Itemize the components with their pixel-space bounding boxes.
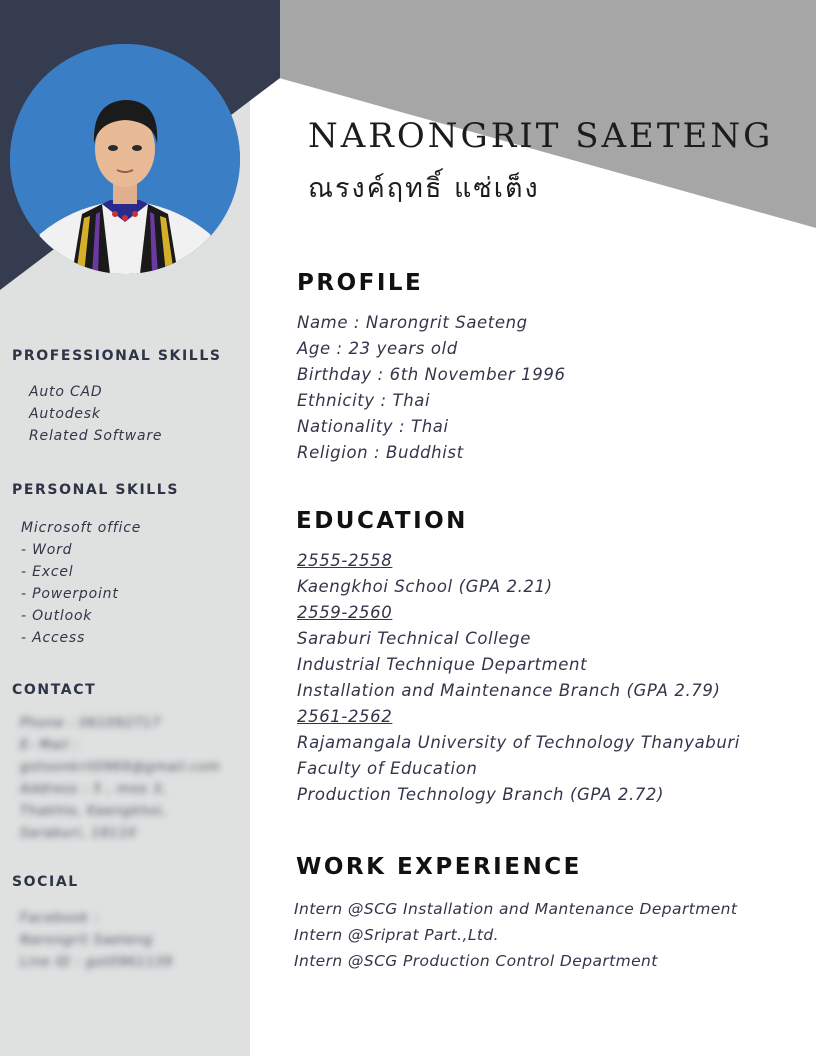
social-line: Narongrit Saeteng	[20, 933, 154, 948]
education-years: 2555-2558	[297, 551, 393, 570]
profile-photo	[10, 44, 240, 274]
profile-line: Ethnicity : Thai	[297, 391, 431, 410]
education-line: Saraburi Technical College	[297, 629, 531, 648]
list-item: - Access	[21, 630, 86, 646]
education-line: Kaengkhoi School (GPA 2.21)	[297, 577, 553, 596]
work-experience-details	[294, 896, 737, 974]
work-experience-heading: WORK EXPERIENCE	[296, 854, 582, 880]
education-line: Faculty of Education	[297, 759, 478, 778]
contact-line: Phone : 061092717	[20, 716, 161, 731]
name-thai: ณรงค์ฤทธิ์ แซ่เต็ง	[308, 173, 540, 204]
profile-line: Nationality : Thai	[297, 417, 449, 436]
contact-line: Thakhlo, Kaengkhoi,	[20, 804, 167, 819]
contact-line: Address : 5 , moo 3,	[20, 782, 167, 797]
profile-line: Name : Narongrit Saeteng	[297, 313, 528, 332]
contact-heading: CONTACT	[12, 682, 97, 698]
name-english: NARONGRIT SAETENG	[308, 116, 774, 156]
profile-heading: PROFILE	[297, 270, 424, 296]
social-line: Facebook :	[20, 911, 99, 926]
education-years: 2559-2560	[297, 603, 393, 622]
contact-line: gotoonkrit0969@gmail.com	[20, 760, 221, 775]
list-item: - Outlook	[21, 608, 93, 624]
education-line: Industrial Technique Department	[297, 655, 588, 674]
list-item: - Excel	[21, 564, 74, 580]
list-item: - Powerpoint	[21, 586, 119, 602]
education-line: Rajamangala University of Technology Thanyaburi	[297, 733, 740, 752]
profile-line: Birthday : 6th November 1996	[297, 365, 566, 384]
education-heading: EDUCATION	[296, 508, 468, 534]
profile-details	[297, 310, 566, 466]
social-details	[20, 908, 173, 974]
social-heading: SOCIAL	[12, 874, 79, 890]
list-item: Microsoft office	[21, 520, 142, 536]
education-details	[297, 548, 740, 808]
contact-line: E- Mail :	[20, 738, 80, 753]
personal-skills-heading: PERSONAL SKILLS	[12, 482, 180, 498]
social-line: Line ID : got0961139	[20, 955, 173, 970]
work-line: Intern @SCG Production Control Department	[294, 952, 658, 970]
work-line: Intern @Sriprat Part.,Ltd.	[294, 926, 499, 944]
list-item: Auto CAD	[29, 384, 103, 400]
education-line: Production Technology Branch (GPA 2.72)	[297, 785, 665, 804]
list-item: Autodesk	[29, 406, 101, 422]
list-item: - Word	[21, 542, 73, 558]
contact-details	[20, 713, 220, 845]
work-line: Intern @SCG Installation and Mantenance Department	[294, 900, 738, 918]
list-item: Related Software	[29, 428, 163, 444]
personal-skills-list	[21, 517, 141, 649]
professional-skills-list	[29, 381, 162, 447]
contact-line: Saraburi, 18110	[20, 826, 137, 841]
education-line: Installation and Maintenance Branch (GPA 2.79)	[297, 681, 721, 700]
profile-line: Religion : Buddhist	[297, 443, 464, 462]
profile-line: Age : 23 years old	[297, 339, 458, 358]
education-years: 2561-2562	[297, 707, 393, 726]
professional-skills-heading: PROFESSIONAL SKILLS	[12, 348, 222, 364]
